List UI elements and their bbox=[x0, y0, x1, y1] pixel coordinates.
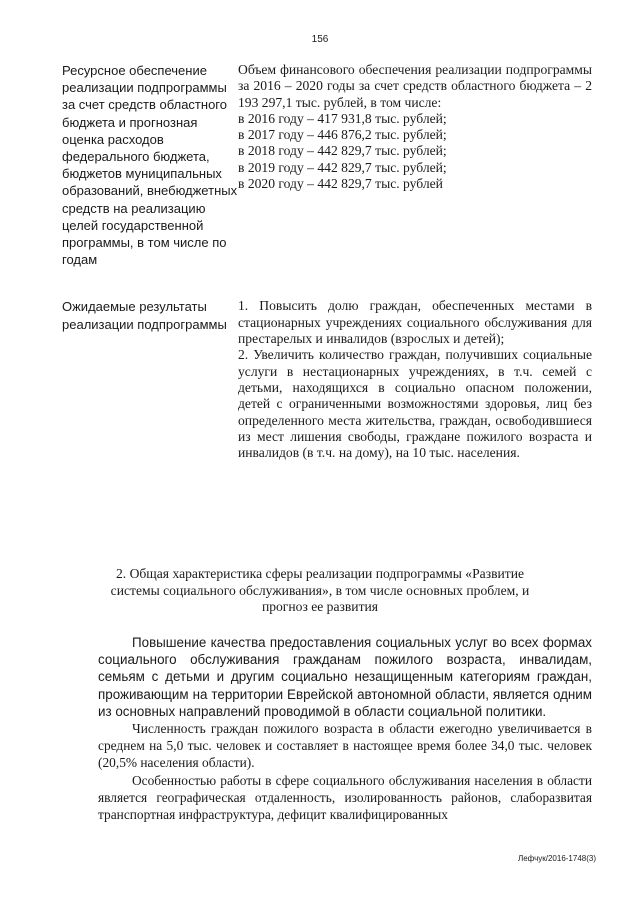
table-row-resources bbox=[62, 62, 592, 268]
section-heading: 2. Общая характеристика сферы реализации подпрограммы «Развитие системы социального обслуживания», в том числе основных проблем, и прогноз ее развития bbox=[110, 566, 530, 614]
funding-intro: Объем финансового обеспечения реализации подпрограммы за 2016 – 2020 годы за счет средств областного бюджета – 2 193 297,1 тыс. рублей, в том числе: bbox=[238, 62, 592, 110]
row-label-results: Ожидаемые результаты реализации подпрограммы bbox=[62, 299, 227, 332]
funding-year-2020: в 2020 году – 442 829,7 тыс. рублей bbox=[238, 176, 443, 192]
result-item-1: 1. Повысить долю граждан, обеспеченных местами в стационарных учреждениях социального обслуживания для престарелых и инвалидов (взрослых и детей); bbox=[238, 298, 592, 347]
section-body bbox=[98, 634, 592, 823]
funding-year-2018: в 2018 году – 442 829,7 тыс. рублей; bbox=[238, 143, 447, 159]
row-label-resources: Ресурсное обеспечение реализации подпрограммы за счет средств областного бюджета и прогнозная оценка расходов федерального бюджета, бюджетов муниципальных образований, внебюджетных средств на реализацию целей государственной программы, в том числе по годам bbox=[62, 63, 238, 268]
result-item-2: 2. Увеличить количество граждан, получивших социальные услуги в нестационарных учреждениях, в т.ч. семей с детьми, находящихся в социально опасном положении, детей с ограниченными возможностями здоровья, лиц без определенного места жительства, граждан, освободившиеся из мест лишения свободы, граждане пожилого возраста и инвалидов (в т.ч. на дому), на 10 тыс. населения. bbox=[238, 347, 592, 461]
document-code: Лефчук/2016-1748(3) bbox=[517, 854, 596, 863]
paragraph-3: Особенностью работы в сфере социального обслуживания населения в области является географическая отдаленность, изолированность районов, слаборазвитая транспортная инфраструктура, дефицит квалифицированных bbox=[98, 772, 592, 823]
subprogram-passport-table bbox=[62, 62, 592, 461]
page-number: 156 bbox=[311, 34, 329, 45]
table-row-results bbox=[62, 298, 592, 461]
paragraph-1: Повышение качества предоставления социальных услуг во всех формах социального обслуживания гражданам пожилого возраста, инвалидам, семьям с детьми и другим социально незащищенным категориям граждан, проживающим на территории Еврейской автономной области, является одним из основных направлений проводимой в области социальной политики. bbox=[98, 635, 592, 719]
row-value-results bbox=[238, 298, 592, 461]
row-value-resources bbox=[238, 62, 592, 268]
paragraph-2: Численность граждан пожилого возраста в области ежегодно увеличивается в среднем на 5,0 тыс. человек и составляет в настоящее время более 34,0 тыс. человек (20,5% населения области). bbox=[98, 721, 592, 771]
funding-year-2016: в 2016 году – 417 931,8 тыс. рублей; bbox=[238, 110, 447, 126]
funding-year-2019: в 2019 году – 442 829,7 тыс. рублей; bbox=[238, 159, 447, 175]
table-row-spacer bbox=[62, 268, 592, 298]
funding-year-2017: в 2017 году – 446 876,2 тыс. рублей; bbox=[238, 127, 447, 143]
